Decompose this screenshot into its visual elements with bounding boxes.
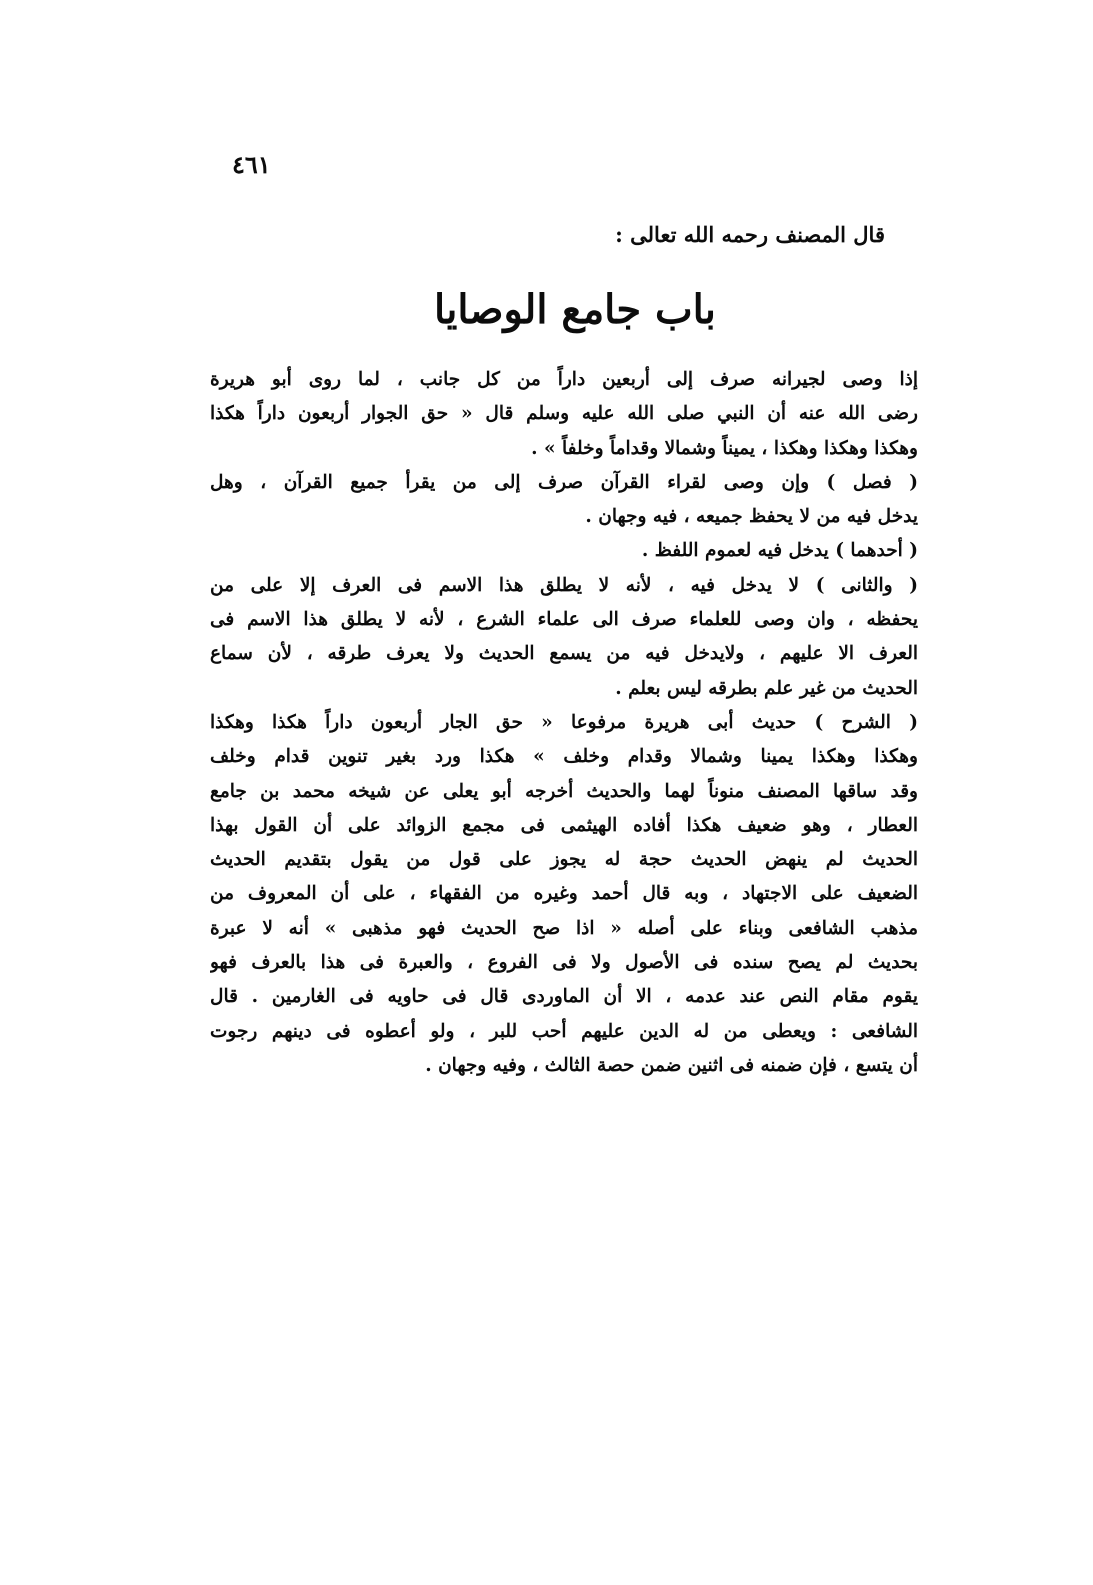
text-line: يقوم مقام النص عند عدمه ، الا أن الماوردى قال فى حاويه فى الغارمين . قال — [210, 986, 918, 1008]
chapter-title: باب جامع الوصايا — [434, 286, 716, 333]
text-line: يدخل فيه من لا يحفظ جميعه ، فيه وجهان . — [585, 506, 918, 528]
text-line: مذهب الشافعى وبناء على أصله « اذا صح الحديث فهو مذهبى » أنه لا عبرة — [210, 917, 918, 939]
text-line: وهكذا وهكذا وهكذا ، يميناً وشمالا وقداماً وخلفاً » . — [531, 437, 918, 459]
text-line: الضعيف على الاجتهاد ، وبه قال أحمد وغيره من الفقهاء ، على أن المعروف من — [210, 883, 918, 905]
text-line: الشافعى : ويعطى من له الدين عليهم أحب للبر ، ولو أعطوه فى دينهم رجوت — [210, 1020, 918, 1042]
text-line: ( والثانى ) لا يدخل فيه ، لأنه لا يطلق هذا الاسم فى العرف إلا على من — [210, 574, 918, 596]
text-line: وقد ساقها المصنف منوناً لهما والحديث أخرجه أبو يعلى عن شيخه محمد بن جامع — [210, 780, 918, 802]
author-intro-line: قال المصنف رحمه الله تعالى : — [615, 222, 885, 247]
text-line: العطار ، وهو ضعيف هكذا أفاده الهيثمى فى مجمع الزوائد على أن القول بهذا — [210, 814, 918, 836]
text-line: إذا وصى لجيرانه صرف إلى أربعين داراً من كل جانب ، لما روى أبو هريرة — [210, 369, 918, 390]
text-line: ( الشرح ) حديث أبى هريرة مرفوعا « حق الجار أربعون داراً هكذا وهكذا — [210, 711, 918, 733]
text-line: العرف الا عليهم ، ولايدخل فيه من يسمع الحديث ولا يعرف طرقه ، لأن سماع — [210, 643, 918, 665]
text-line: أن يتسع ، فإن ضمنه فى اثنين ضمن حصة الثالث ، وفيه وجهان . — [425, 1054, 918, 1076]
text-line: يحفظه ، وان وصى للعلماء صرف الى علماء الشرع ، لأنه لا يطلق هذا الاسم فى — [210, 609, 918, 631]
text-line: ( أحدهما ) يدخل فيه لعموم اللفظ . — [641, 540, 918, 562]
text-line: وهكذا وهكذا يمينا وشمالا وقدام وخلف » هكذا ورد بغير تنوين قدام وخلف — [210, 746, 918, 768]
body-text — [210, 363, 918, 1083]
text-line: ( فصل ) وإن وصى لقراء القرآن صرف إلى من يقرأ جميع القرآن ، وهل — [210, 471, 918, 493]
text-line: الحديث من غير علم بطرقه ليس بعلم . — [615, 677, 918, 699]
page-number: ٤٦١ — [232, 150, 271, 179]
text-line: رضى الله عنه أن النبي صلى الله عليه وسلم قال « حق الجوار أربعون داراً هكذا — [210, 403, 918, 425]
text-line: بحديث لم يصح سنده فى الأصول ولا فى الفروع ، والعبرة فى هذا بالعرف فهو — [210, 952, 918, 974]
text-line: الحديث لم ينهض الحديث حجة له يجوز على قول من يقول بتقديم الحديث — [210, 849, 918, 871]
